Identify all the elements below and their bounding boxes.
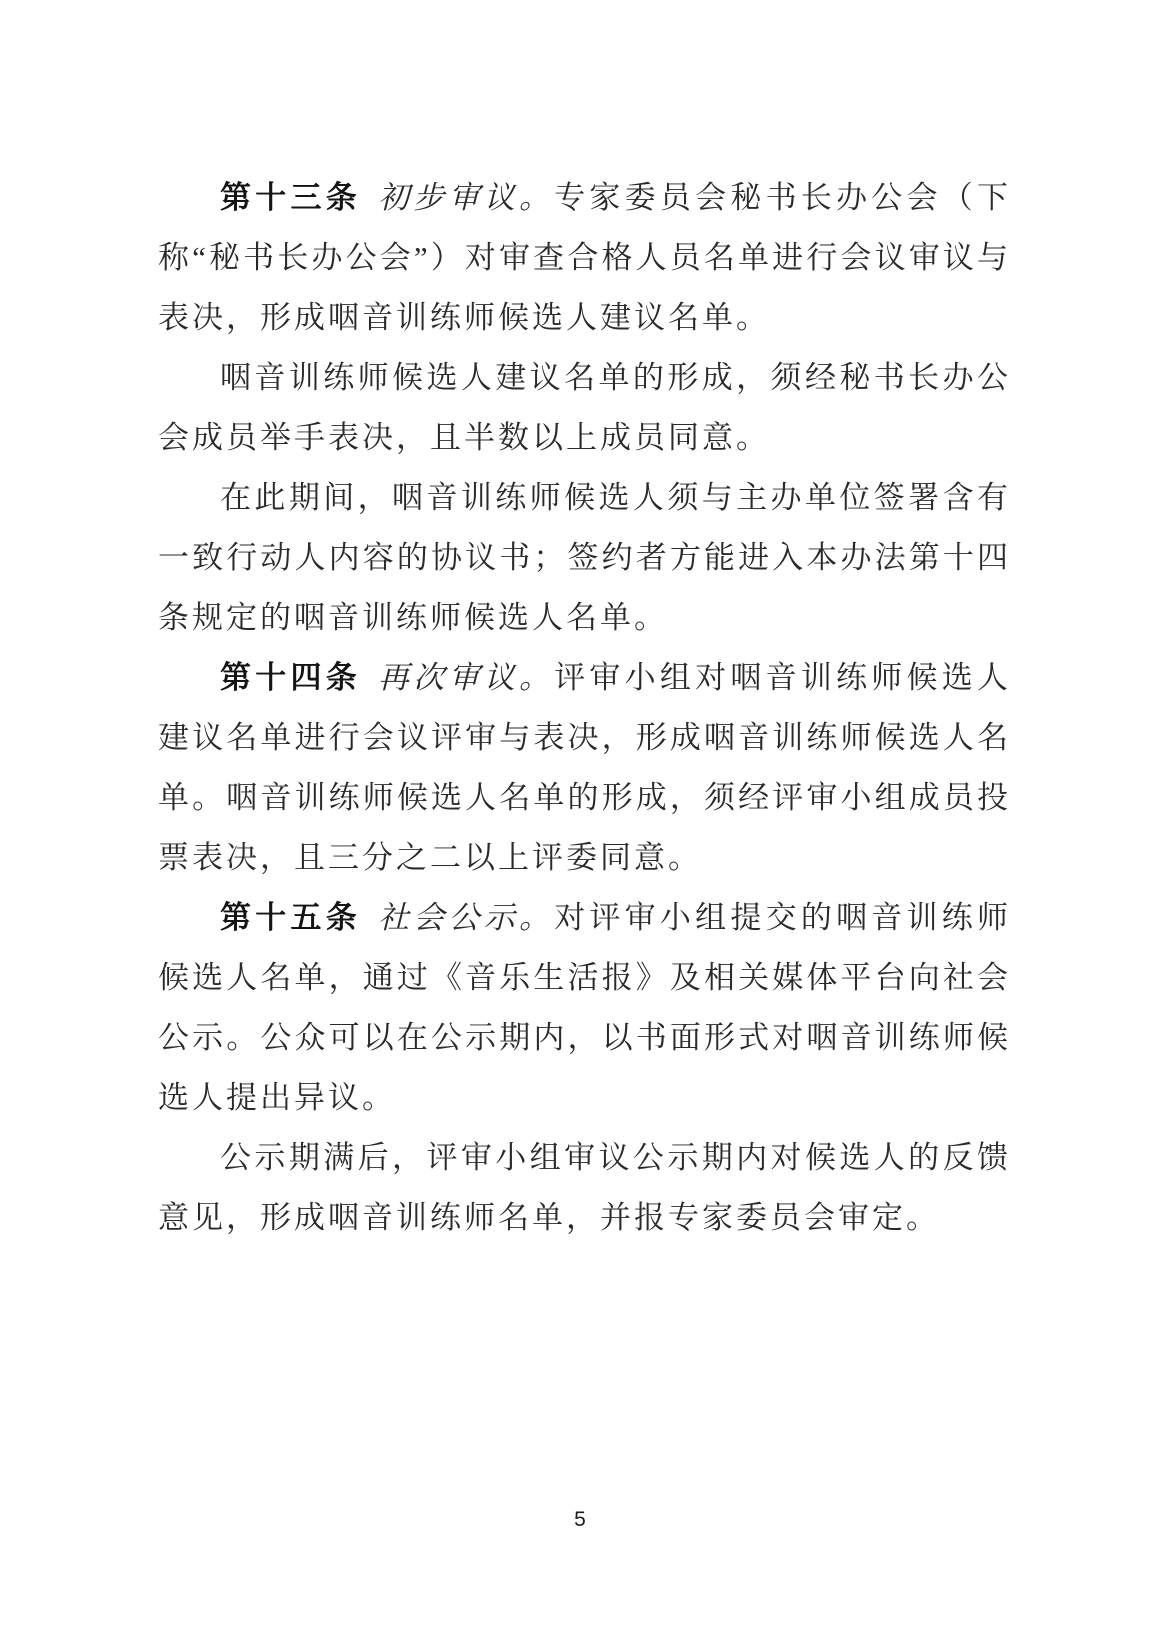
body-text: 咽音训练师候选人建议名单的形成，须经秘书长办公会成员举手表决，且半数以上成员同意。 [158,360,1011,455]
body-text: 专家委员会秘书长办公会（下称“秘书长办公会”）对审查合格人员名单进行会议审议与表决，形成咽音训练师候选人建议名单。 [158,180,1012,335]
article-number: 第十四条 [220,660,361,695]
paragraph [158,348,1011,468]
document-body [158,168,1011,1248]
page-footer [0,1508,1160,1532]
paragraph [158,1128,1011,1248]
article-14 [158,648,1011,888]
article-title: 初步审议。 [378,180,555,215]
article-number: 第十五条 [220,900,361,935]
article-number: 第十三条 [220,180,361,215]
page-number: 5 [574,1508,586,1531]
article-15 [158,888,1011,1128]
article-13 [158,168,1011,348]
body-text: 评审小组对咽音训练师候选人建议名单进行会议评审与表决，形成咽音训练师候选人名单。咽音训练师候选人名单的形成，须经评审小组成员投票表决，且三分之二以上评委同意。 [158,660,1012,875]
paragraph [158,468,1011,648]
body-text: 在此期间，咽音训练师候选人须与主办单位签署含有一致行动人内容的协议书；签约者方能进入本办法第十四条规定的咽音训练师候选人名单。 [158,480,1011,635]
article-title: 社会公示。 [378,900,555,935]
body-text: 公示期满后，评审小组审议公示期内对候选人的反馈意见，形成咽音训练师名单，并报专家委员会审定。 [158,1140,1011,1235]
body-text: 对评审小组提交的咽音训练师候选人名单，通过《音乐生活报》及相关媒体平台向社会公示。公众可以在公示期内，以书面形式对咽音训练师候选人提出异议。 [158,900,1012,1115]
article-title: 再次审议。 [378,660,555,695]
